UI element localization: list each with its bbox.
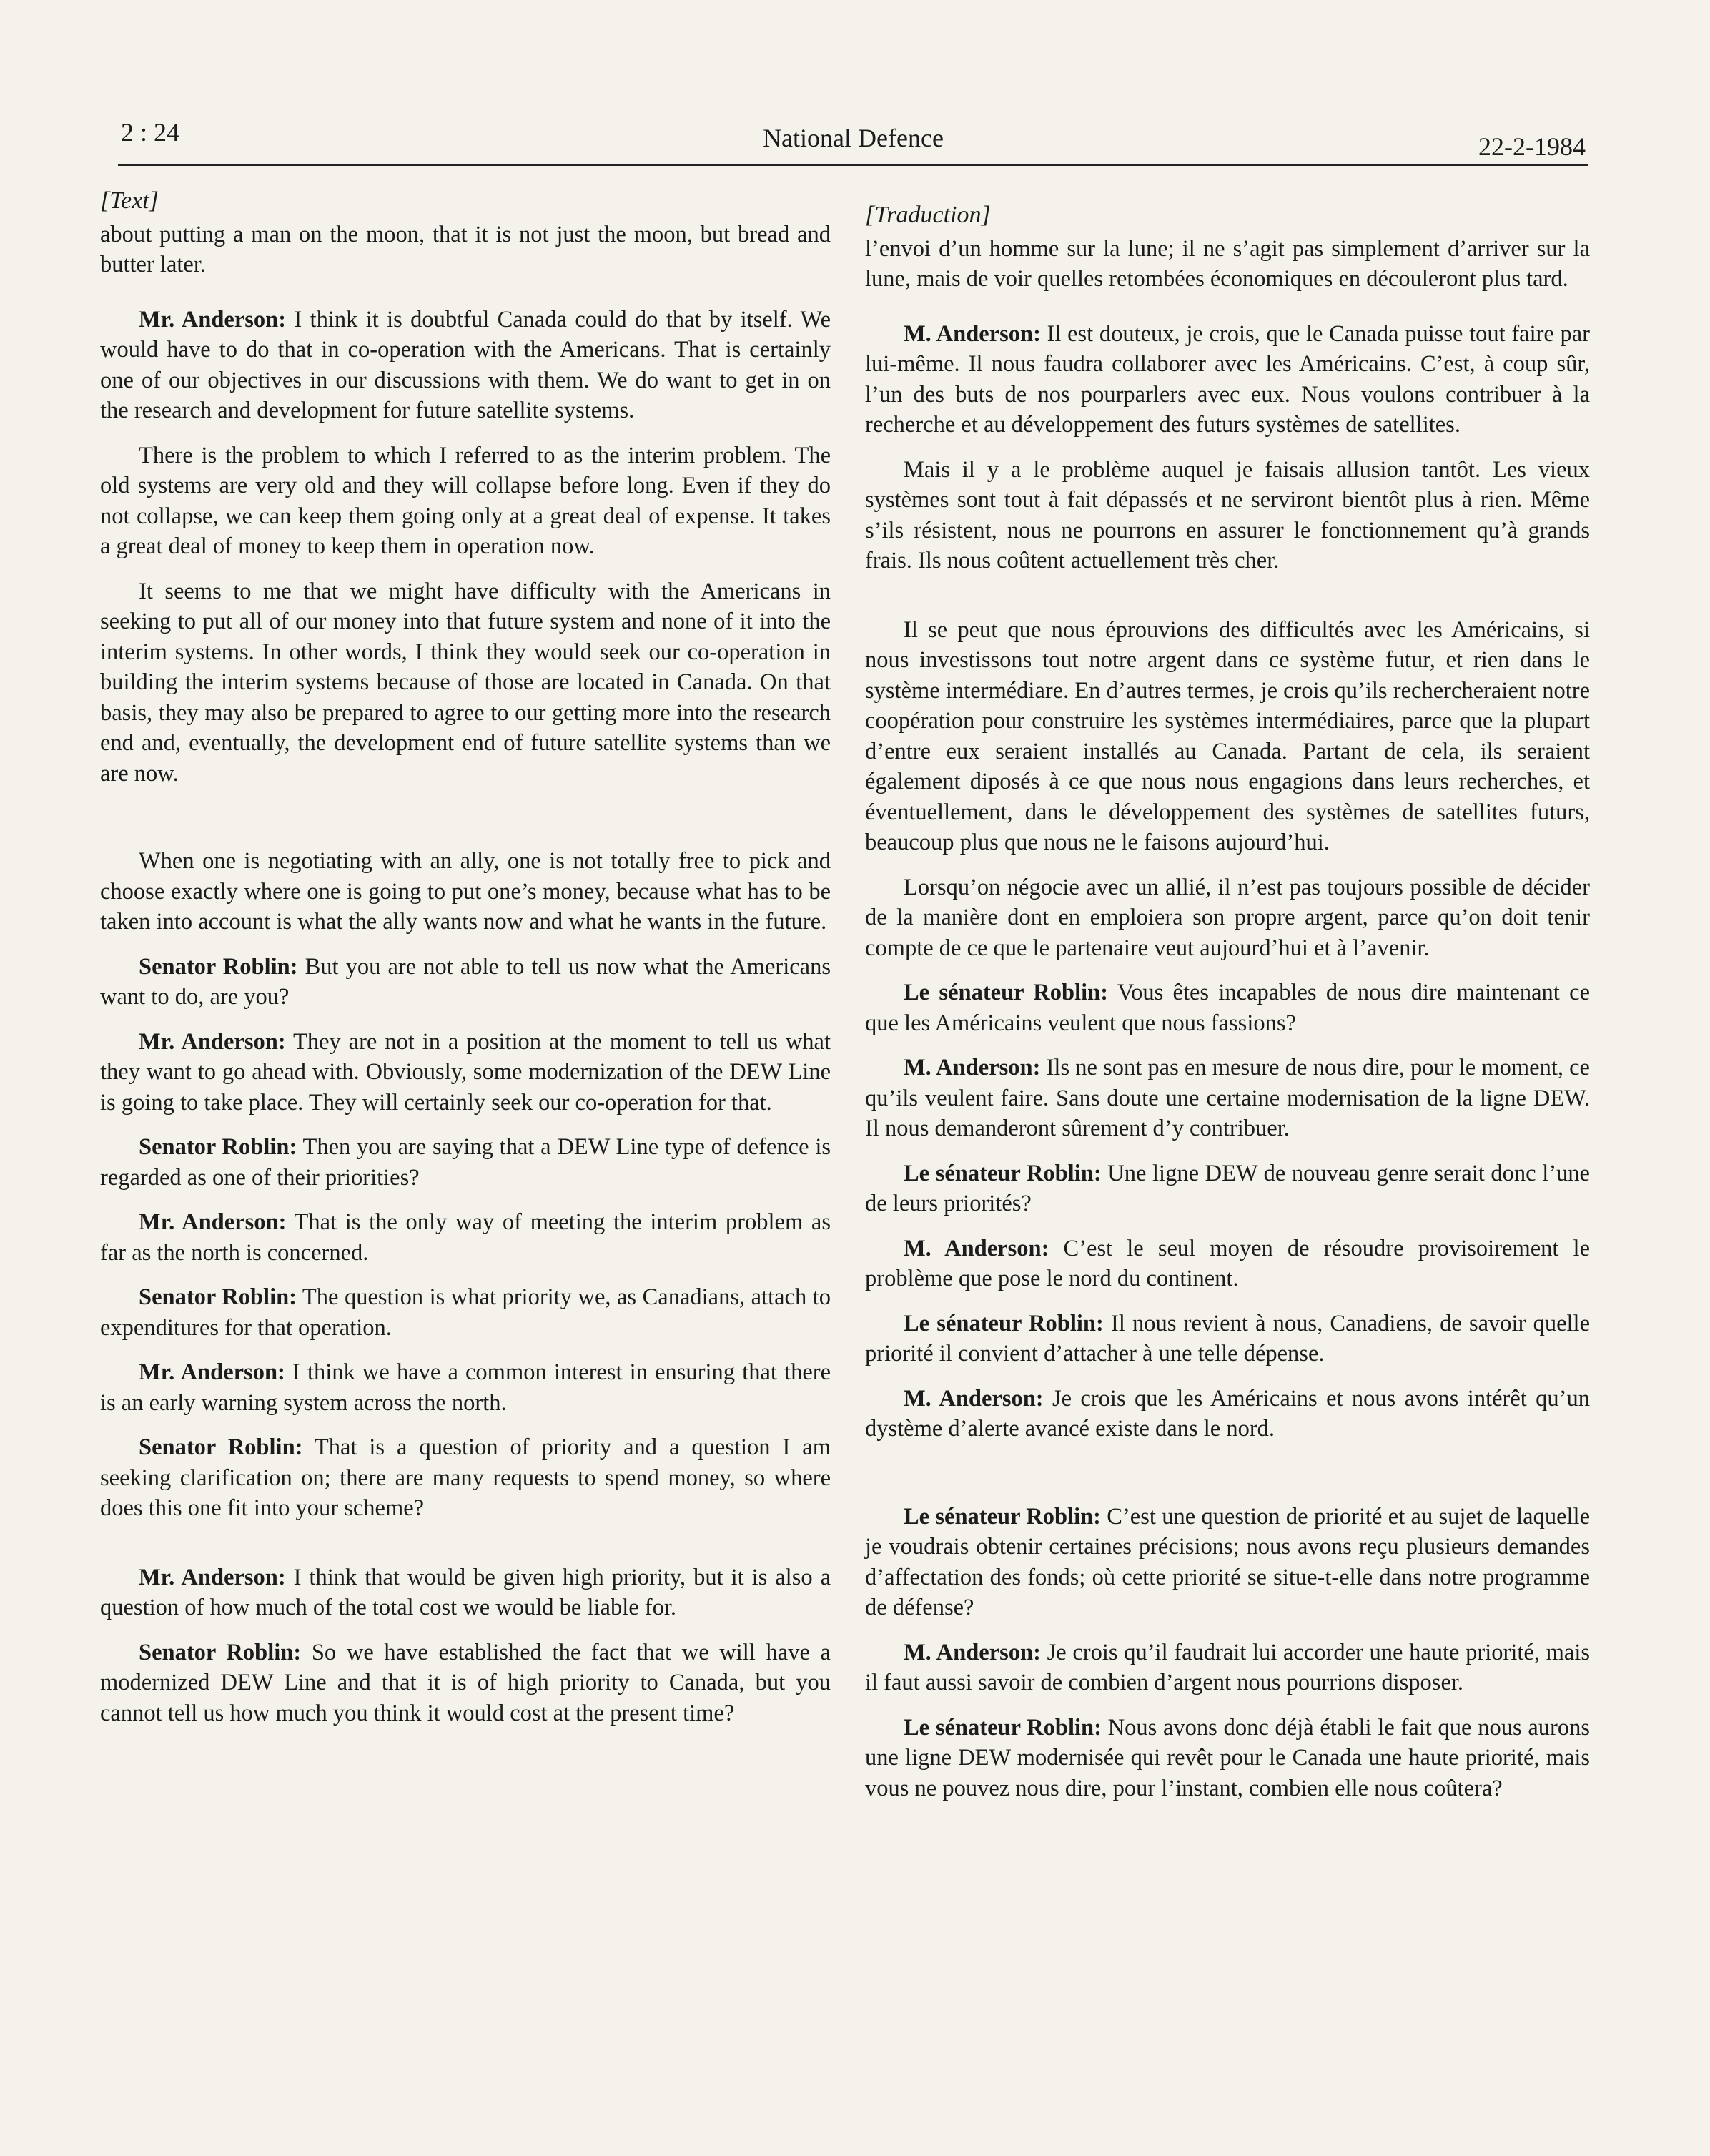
- paragraph: [100, 1027, 831, 1118]
- speech-text: There is the problem to which I referred to as the interim problem. The old systems are very old and they will collapse before long. Even if they do not collapse, we can keep them going only at a great deal of expense. It takes a great deal of money to keep them in operation now.: [100, 442, 831, 559]
- speech-text: Lorsqu’on négocie avec un allié, il n’est pas toujours possible de décider de la manière dont en emploiera son propre argent, parce qu’on doit tenir compte de ce que le partenaire veut aujourd’hui et à l’avenir.: [865, 874, 1590, 961]
- spacer: [100, 803, 831, 846]
- speaker-name: Mr. Anderson:: [139, 306, 287, 333]
- speech-text: Une ligne DEW de nouveau genre serait donc l’une de leurs priorités?: [865, 1160, 1590, 1216]
- paragraph: [100, 952, 831, 1013]
- paragraph: [865, 455, 1590, 576]
- speech-text: Il est douteux, je crois, que le Canada puisse tout faire par lui-même. Il nous faudra collaborer avec les Américains. C’est, à coup sûr, l’un des buts de nos pourparlers avec eux. Nous voulons contribuer à la recherche et au développement des futurs systèmes de satellites.: [865, 320, 1591, 438]
- paragraph: [100, 1207, 831, 1268]
- speaker-name: Le sénateur Roblin:: [904, 980, 1109, 1005]
- continuation-paragraph: about putting a man on the moon, that it is not just the moon, but bread and butter later.: [100, 221, 831, 277]
- speech-text: Ils ne sont pas en mesure de nous dire, pour le moment, ce qu’ils veulent faire. Sans doute une certaine modernisation de la ligne DEW. Il nous demanderont sûrement d’y contribuer.: [865, 1055, 1590, 1141]
- speech-text: I think we have a common interest in ensuring that there is an early warning system across the north.: [100, 1359, 831, 1416]
- paragraph: [100, 440, 831, 562]
- paragraph: [865, 1158, 1590, 1219]
- speaker-name: Mr. Anderson:: [139, 1564, 286, 1590]
- paragraph: [100, 846, 831, 937]
- speaker-name: Mr. Anderson:: [139, 1359, 285, 1385]
- speaker-name: M. Anderson:: [904, 1235, 1049, 1261]
- paragraph: [865, 1053, 1590, 1144]
- paragraph: [100, 576, 831, 789]
- speaker-name: Le sénateur Roblin:: [904, 1310, 1104, 1337]
- speaker-name: M. Anderson:: [904, 320, 1041, 347]
- speech-text: When one is negotiating with an ally, one is not totally free to pick and choose exactly where one is going to put one’s money, because what has to be taken into account is what the ally wants now and what he wants in the future.: [100, 848, 831, 935]
- paragraph: [865, 872, 1590, 964]
- speech-text: So we have established the fact that we will have a modernized DEW Line and that it is of high priority to Canada, but you cannot tell us how much you think it would cost at the present time?: [100, 1639, 831, 1726]
- speech-text: Nous avons donc déjà établi le fait que nous aurons une ligne DEW modernisée qui revêt pour le Canada une haute priorité, mais vous ne pouvez nous dire, pour l’instant, combien elle nous coûtera?: [865, 1714, 1590, 1801]
- speaker-name: Mr. Anderson:: [139, 1028, 286, 1055]
- speaker-name: Le sénateur Roblin:: [904, 1714, 1102, 1741]
- speaker-name: Senator Roblin:: [139, 1134, 297, 1160]
- speech-text: That is the only way of meeting the interim problem as far as the north is concerned.: [100, 1209, 831, 1266]
- spacer: [865, 591, 1590, 615]
- speaker-name: Senator Roblin:: [139, 1284, 297, 1310]
- speaker-name: M. Anderson:: [904, 1055, 1041, 1081]
- speech-text: It seems to me that we might have difficulty with the Americans in seeking to put all of our money into that future system and none of it into the interim systems. In other words, I think they would seek our co-operation in building the interim systems because of those are located in Canada. On that basis, they may also be prepared to agree to our getting more into the research end and, eventually, the development end of future satellite systems than we are now.: [100, 578, 831, 787]
- paragraph: [865, 1502, 1590, 1623]
- paragraph: [865, 1713, 1590, 1804]
- speech-text: Il nous revient à nous, Canadiens, de savoir quelle priorité il convient d’attacher à une telle dépense.: [865, 1310, 1590, 1367]
- speech-text: C’est le seul moyen de résoudre provisoirement le problème que pose le nord du continent.: [865, 1235, 1590, 1291]
- speaker-name: M. Anderson:: [904, 1639, 1041, 1665]
- speech-text: I think it is doubtful Canada could do that by itself. We would have to do that in co-operation with the Americans. That is certainly one of our objectives in our discussions with them. We do want to get in on the research and development for future satellite systems.: [100, 306, 831, 423]
- paragraph: [865, 1309, 1590, 1369]
- speaker-name: M. Anderson:: [904, 1385, 1044, 1412]
- speaker-name: Senator Roblin:: [139, 953, 298, 980]
- speech-text: Vous êtes incapables de nous dire maintenant ce que les Américains veulent que nous fassions?: [865, 980, 1590, 1036]
- speaker-name: Mr. Anderson:: [139, 1209, 287, 1235]
- text-label: [Text]: [100, 187, 159, 214]
- speech-text: Mais il y a le problème auquel je faisais allusion tantôt. Les vieux systèmes sont tout à fait dépassés et ne serviront bientôt plus à rien. Même s’ils résistent, nous ne pourrons en assurer le fonctionnement qu’à grands frais. Ils nous coûtent actuellement très cher.: [865, 456, 1590, 574]
- speaker-name: Senator Roblin:: [139, 1434, 303, 1460]
- english-column: [100, 186, 831, 1743]
- translation-label: [Traduction]: [865, 202, 991, 228]
- speech-text: Il se peut que nous éprouvions des difficultés avec les Américains, si nous investissons tout notre argent dans ce système futur, et rien dans le système intermédiare. En d’autres termes, je crois qu’ils rechercheraient notre coopération pour construire les systèmes intermédiaires, parce que la plupart d’entre eux seraient installés au Canada. Partant de cela, ils seraient également diposés à ce que nous nous engagions dans leurs recherches, et éventuellement, dans le développement des systèmes de satellites futurs, beaucoup plus que nous ne le faisons aujourd’hui.: [865, 616, 1590, 855]
- page-header: [118, 107, 1588, 166]
- paragraph: [100, 1432, 831, 1524]
- speech-text: The question is what priority we, as Canadians, attach to expenditures for that operation.: [100, 1284, 831, 1341]
- speaker-name: Le sénateur Roblin:: [904, 1160, 1102, 1186]
- date: 22-2-1984: [1478, 132, 1586, 161]
- page-number: 2 : 24: [121, 118, 180, 147]
- paragraph: [865, 1638, 1590, 1698]
- spacer: [865, 1459, 1590, 1502]
- french-column: [865, 186, 1590, 1818]
- speech-text: But you are not able to tell us now what the Americans want to do, are you?: [100, 953, 831, 1010]
- publication-title: National Defence: [763, 124, 944, 152]
- speaker-name: Senator Roblin:: [139, 1639, 302, 1665]
- paragraph: [865, 1234, 1590, 1294]
- paragraph: [100, 1282, 831, 1343]
- paragraph: [100, 1562, 831, 1623]
- speech-text: That is a question of priority and a question I am seeking clarification on; there are many requests to spend money, so where does this one fit into your scheme?: [100, 1434, 831, 1521]
- speech-text: Je crois que les Américains et nous avons intérêt qu’un dystème d’alerte avancé existe dans le nord.: [865, 1385, 1591, 1442]
- continuation-paragraph: l’envoi d’un homme sur la lune; il ne s’agit pas simplement d’arriver sur la lune, mais de voir quelles retombées économiques en découleront plus tard.: [865, 235, 1590, 292]
- speaker-name: Le sénateur Roblin:: [904, 1503, 1102, 1530]
- paragraph: [100, 1132, 831, 1193]
- paragraph: [865, 319, 1590, 440]
- speech-text: Je crois qu’il faudrait lui accorder une haute priorité, mais il faut aussi savoir de combien d’argent nous pourrions disposer.: [865, 1639, 1590, 1695]
- paragraph: [865, 1384, 1590, 1444]
- paragraph: [100, 1357, 831, 1418]
- speech-text: I think that would be given high priority, but it is also a question of how much of the total cost we would be liable for.: [100, 1564, 831, 1620]
- paragraph: [865, 978, 1590, 1038]
- speech-text: C’est une question de priorité et au sujet de laquelle je voudrais obtenir certaines précisions; nous avons reçu plusieurs demandes d’affectation des fonds; où cette priorité se situe-t-elle dans notre programme de défense?: [865, 1503, 1591, 1620]
- speech-text: They are not in a position at the moment to tell us what they want to go ahead with. Obviously, some modernization of the DEW Line is going to take place. They will certainly seek our co-operation for that.: [100, 1028, 831, 1116]
- spacer: [100, 1538, 831, 1562]
- paragraph: [100, 305, 831, 426]
- paragraph: [865, 615, 1590, 858]
- paragraph: [100, 1638, 831, 1729]
- speech-text: Then you are saying that a DEW Line type of defence is regarded as one of their priorities?: [100, 1134, 831, 1191]
